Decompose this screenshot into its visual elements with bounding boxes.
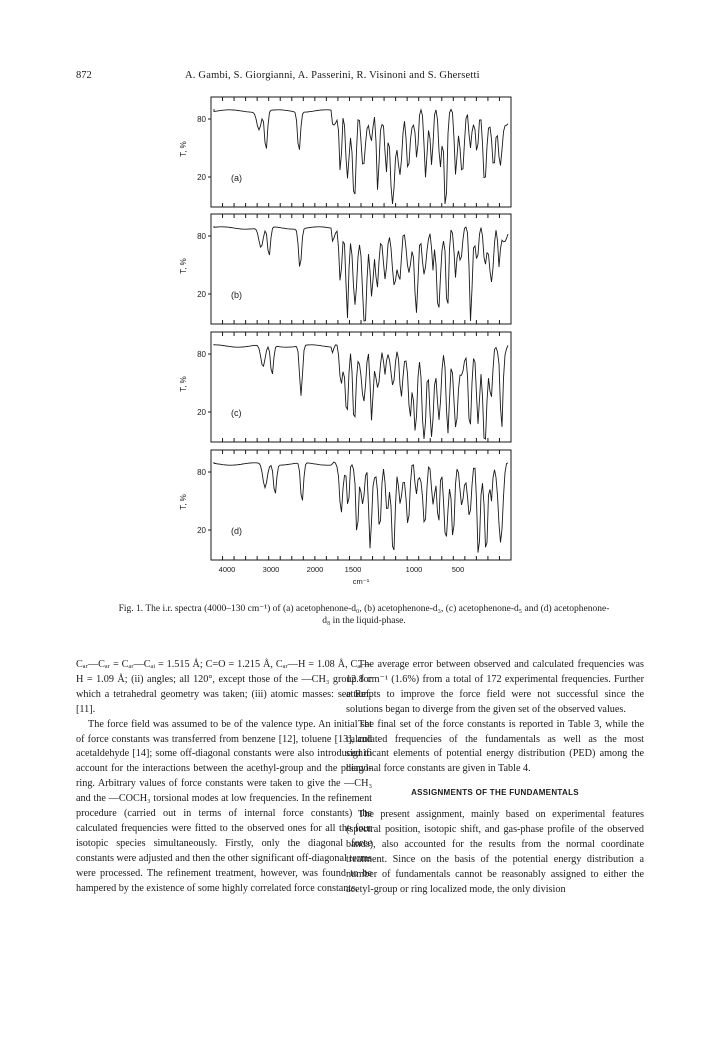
x-tick-label: 1000 [405, 565, 423, 574]
spectrum-panel-frame [211, 332, 511, 442]
paragraph: The force field was assumed to be of the valence type. An initial set of force constants was transferred from benzene [12], toluene [13], and acetaldehyde [14]; some off-diagonal constants were also introduced to account for the interactions between the acethyl-group and the phenyl-ring. Arbitrary values of force constants were taken to give the —CH₃ and the —COCH₃ torsional modes at low frequencies. In the refinement procedure (carried out in terms of internal force constants) the calculated frequencies were fitted to the observed ones for all the four isotopic species simultaneously. Firstly, only the diagonal force constants were adjusted and then the other significant off-diagonal terms were processed. The refinement treatment, however, was found to be hampered by the existence of some highly correlated force constants. [76, 718, 373, 894]
x-tick-label: 500 [451, 565, 465, 574]
y-tick-label: 20 [197, 408, 206, 417]
x-tick-label: 4000 [218, 565, 236, 574]
figure-caption: Fig. 1. The i.r. spectra (4000–130 cm⁻¹) of (a) acetophenone-d₀, (b) acetophenone-d₃, (c) acetophenone-d₅ and (d) acetophenone-d₈ in the liquid-phase. [118, 604, 610, 626]
x-tick-label: 2000 [306, 565, 324, 574]
spectrum-trace [214, 109, 508, 204]
panel-label: (d) [231, 526, 242, 536]
y-tick-label: 80 [197, 468, 206, 477]
x-axis-unit: cm⁻¹ [352, 577, 370, 586]
y-axis-label: T, % [179, 376, 188, 392]
panel-label: (a) [231, 173, 242, 183]
y-tick-label: 20 [197, 290, 206, 299]
section-heading: ASSIGNMENTS OF THE FUNDAMENTALS [411, 788, 579, 798]
left-column [76, 658, 372, 897]
paragraph: The final set of the force constants is reported in Table 3, while the calculated frequencies of the fundamentals as well as the most significant elements of potential energy distribution (PED) among the diagonal force constants are given in Table 4. [346, 718, 644, 775]
paragraph: The average error between observed and calculated frequencies was 12.8 cm⁻¹ (1.6%) from a total of 172 experimental frequencies. Further attempts to improve the force field were not successful since the solutions began to diverge from the given set of the observed values. [346, 659, 644, 715]
spectrum-trace [214, 462, 508, 553]
paragraph: The present assignment, mainly based on experimental features (spectral position, isotopic shift, and gas-phase profile of the observed bands), also accounted for the results from the normal coordinate treatment. Since on the basis of the potential energy distribution a number of fundamentals cannot be reasonably assigned to either the acetyl-group or ring localized mode, the only division [346, 809, 644, 895]
x-tick-label: 3000 [262, 565, 280, 574]
panel-label: (c) [231, 408, 242, 418]
panel-label: (b) [231, 290, 242, 300]
spectrum-panel-frame [211, 450, 511, 560]
y-tick-label: 80 [197, 232, 206, 241]
y-tick-label: 20 [197, 526, 206, 535]
y-axis-label: T, % [179, 141, 188, 157]
paragraph: Cₐᵣ—Cₐᵣ = Cₐᵣ—Cₐᵢ = 1.515 Å; C=O = 1.215 Å, Cₐᵣ—H = 1.08 Å, Cₐᵢ—H = 1.09 Å; (ii) angles; all 120°, except those of the —CH₃ group for which a tetrahedral geometry was taken; (iii) atomic masses: see Ref. [11]. [76, 659, 372, 715]
y-axis-label: T, % [179, 258, 188, 274]
y-tick-label: 80 [197, 350, 206, 359]
y-tick-label: 20 [197, 173, 206, 182]
page-number: 872 [76, 70, 92, 81]
y-tick-label: 80 [197, 115, 206, 124]
x-tick-label: 1500 [344, 565, 362, 574]
spectrum-trace [214, 226, 508, 321]
spectrum-trace [214, 344, 508, 439]
right-column [346, 658, 644, 898]
spectrum-panel-frame [211, 97, 511, 207]
y-axis-label: T, % [179, 494, 188, 510]
author-line: A. Gambi, S. Giorgianni, A. Passerini, R. Visinoni and S. Ghersetti [185, 70, 480, 81]
